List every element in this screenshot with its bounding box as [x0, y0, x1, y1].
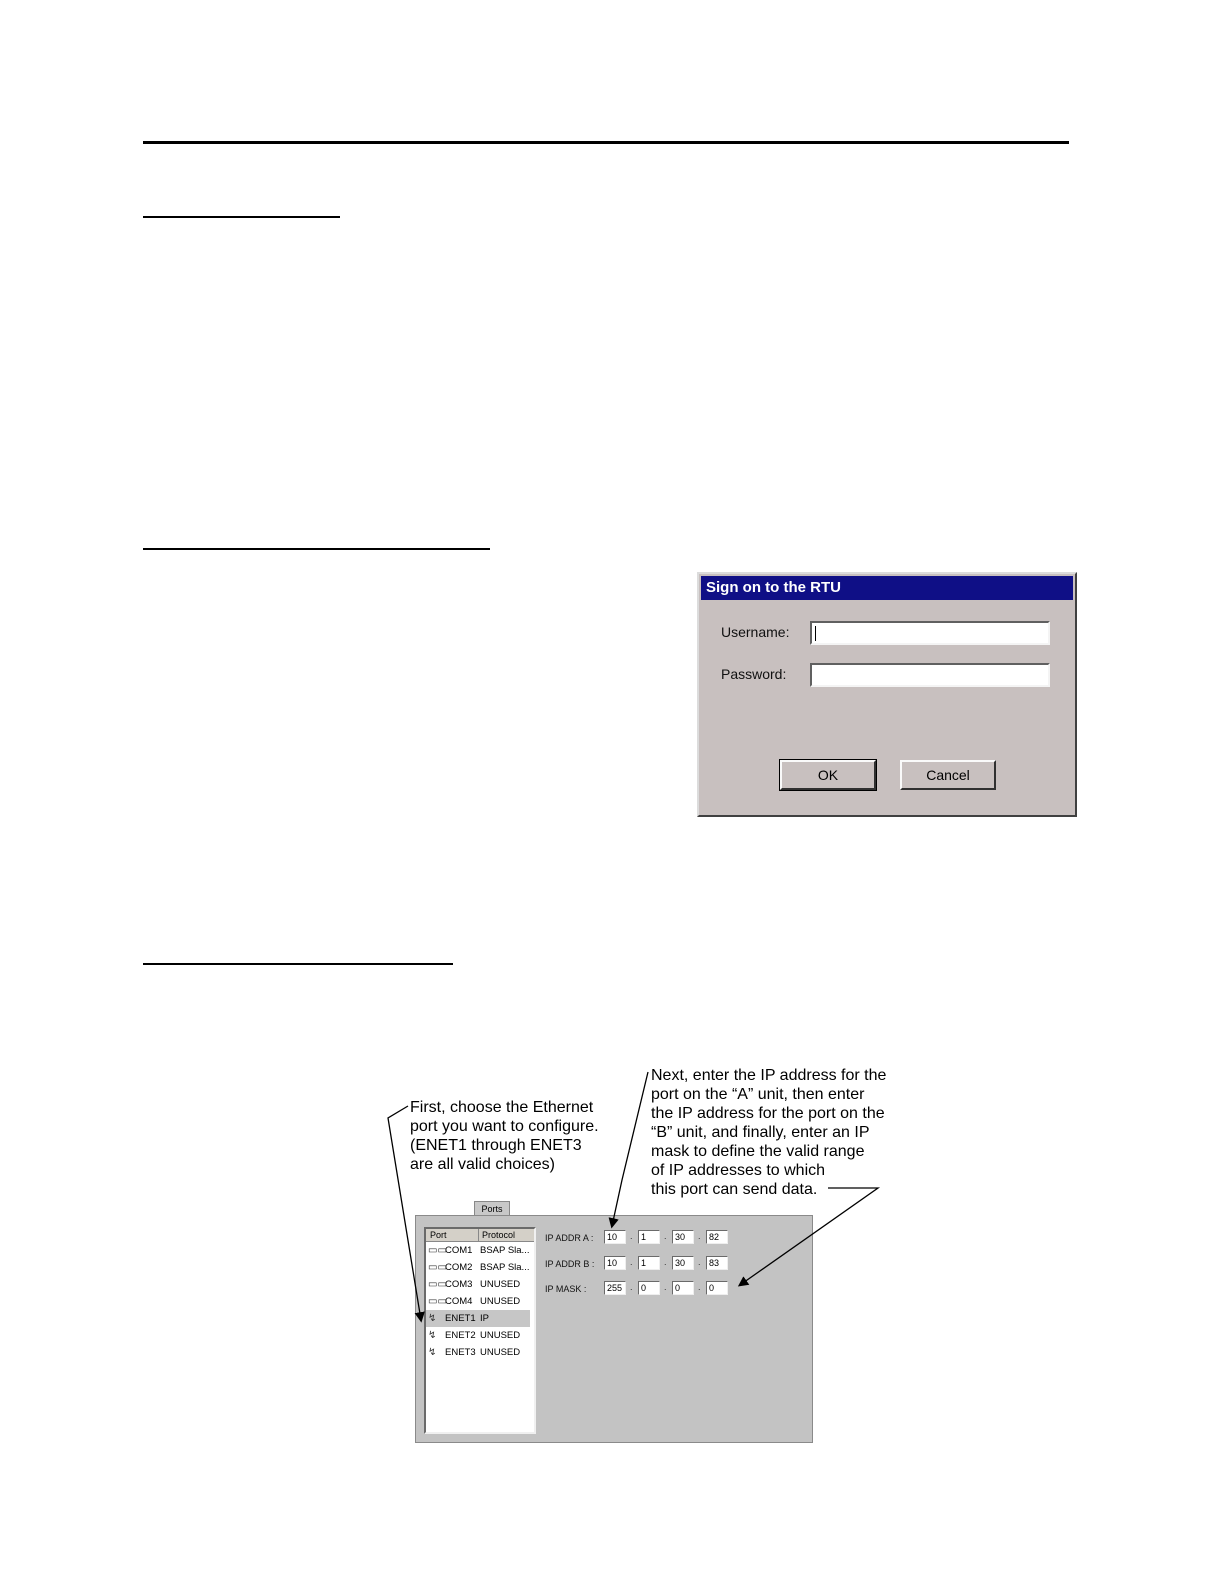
note-choose-port	[410, 1098, 599, 1174]
cancel-button[interactable]: Cancel	[900, 760, 996, 790]
port-name: ENET1	[445, 1313, 476, 1324]
ip-addr-b-label: IP ADDR B :	[545, 1259, 595, 1269]
note-line: are all valid choices)	[410, 1156, 555, 1173]
serial-port-icon: ▭▭	[428, 1279, 447, 1290]
section-heading-rule-2	[143, 548, 490, 550]
ip-mask-octet-2[interactable]: 0	[638, 1281, 660, 1295]
port-protocol: UNUSED	[480, 1347, 521, 1358]
port-name: ENET2	[445, 1330, 476, 1341]
list-header	[426, 1229, 534, 1242]
port-name: ENET3	[445, 1347, 476, 1358]
octet-separator: .	[630, 1257, 633, 1267]
ip-mask-octet-3[interactable]: 0	[672, 1281, 694, 1295]
note-line: port you want to configure.	[410, 1118, 599, 1135]
port-list[interactable]	[424, 1227, 536, 1434]
octet-separator: .	[664, 1231, 667, 1241]
tab-ports[interactable]: Ports	[474, 1201, 510, 1217]
port-protocol: UNUSED	[480, 1279, 521, 1290]
port-protocol: IP	[480, 1313, 489, 1324]
column-header-port[interactable]: Port	[430, 1230, 447, 1240]
list-item[interactable]	[426, 1242, 530, 1259]
octet-separator: .	[630, 1231, 633, 1241]
serial-port-icon: ▭▭	[428, 1245, 447, 1256]
octet-separator: .	[698, 1257, 701, 1267]
octet-separator: .	[698, 1282, 701, 1292]
section-heading-rule-3	[143, 963, 453, 965]
note-line: Next, enter the IP address for the	[651, 1067, 887, 1084]
dialog-title: Sign on to the RTU	[701, 576, 1073, 600]
arrow-to-ip-addr-a	[612, 1072, 648, 1226]
octet-separator: .	[664, 1282, 667, 1292]
port-protocol: UNUSED	[480, 1330, 521, 1341]
ok-button[interactable]: OK	[780, 760, 876, 790]
list-item[interactable]	[426, 1259, 530, 1276]
sign-on-dialog	[697, 572, 1077, 817]
ip-addr-a-octet-4[interactable]: 82	[706, 1230, 728, 1244]
note-enter-ip	[651, 1066, 886, 1199]
ethernet-port-icon: ↯	[428, 1347, 437, 1358]
ip-addr-b-octet-3[interactable]: 30	[672, 1256, 694, 1270]
ip-addr-a-octet-1[interactable]: 10	[604, 1230, 626, 1244]
ip-addr-a-octet-3[interactable]: 30	[672, 1230, 694, 1244]
port-name: COM1	[445, 1245, 473, 1256]
port-protocol: BSAP Sla...	[480, 1262, 530, 1273]
list-item[interactable]	[426, 1344, 530, 1361]
text-caret	[815, 626, 816, 641]
note-line: the IP address for the port on the	[651, 1105, 885, 1122]
list-item[interactable]	[426, 1293, 530, 1310]
ip-addr-a-octet-2[interactable]: 1	[638, 1230, 660, 1244]
octet-separator: .	[664, 1257, 667, 1267]
ip-addr-b-octet-2[interactable]: 1	[638, 1256, 660, 1270]
octet-separator: .	[630, 1282, 633, 1292]
serial-port-icon: ▭▭	[428, 1262, 447, 1273]
port-name: COM3	[445, 1279, 473, 1290]
column-header-protocol[interactable]: Protocol	[478, 1229, 515, 1241]
note-line: this port can send data.	[651, 1181, 818, 1198]
octet-separator: .	[698, 1231, 701, 1241]
list-item[interactable]	[426, 1276, 530, 1293]
port-protocol: UNUSED	[480, 1296, 521, 1307]
list-item-selected[interactable]	[426, 1310, 530, 1327]
header-rule	[143, 141, 1069, 144]
note-line: of IP addresses to which	[651, 1162, 826, 1179]
ip-addr-b-octet-1[interactable]: 10	[604, 1256, 626, 1270]
username-label: Username:	[721, 624, 790, 640]
note-line: First, choose the Ethernet	[410, 1099, 594, 1116]
ip-addr-b-octet-4[interactable]: 83	[706, 1256, 728, 1270]
ip-mask-octet-1[interactable]: 255	[604, 1281, 626, 1295]
username-field[interactable]	[810, 621, 1050, 645]
password-label: Password:	[721, 666, 787, 682]
note-line: “B” unit, and finally, enter an IP	[651, 1124, 870, 1141]
list-item[interactable]	[426, 1327, 530, 1344]
ethernet-port-icon: ↯	[428, 1313, 437, 1324]
ethernet-port-icon: ↯	[428, 1330, 437, 1341]
serial-port-icon: ▭▭	[428, 1296, 447, 1307]
section-heading-rule-1	[143, 216, 340, 218]
note-line: port on the “A” unit, then enter	[651, 1086, 865, 1103]
ip-mask-octet-4[interactable]: 0	[706, 1281, 728, 1295]
note-line: mask to define the valid range	[651, 1143, 865, 1160]
ip-mask-label: IP MASK :	[545, 1284, 587, 1294]
port-name: COM4	[445, 1296, 473, 1307]
ip-addr-a-label: IP ADDR A :	[545, 1233, 594, 1243]
note-line: (ENET1 through ENET3	[410, 1137, 582, 1154]
password-field[interactable]	[810, 663, 1050, 687]
port-protocol: BSAP Sla...	[480, 1245, 530, 1256]
port-name: COM2	[445, 1262, 473, 1273]
